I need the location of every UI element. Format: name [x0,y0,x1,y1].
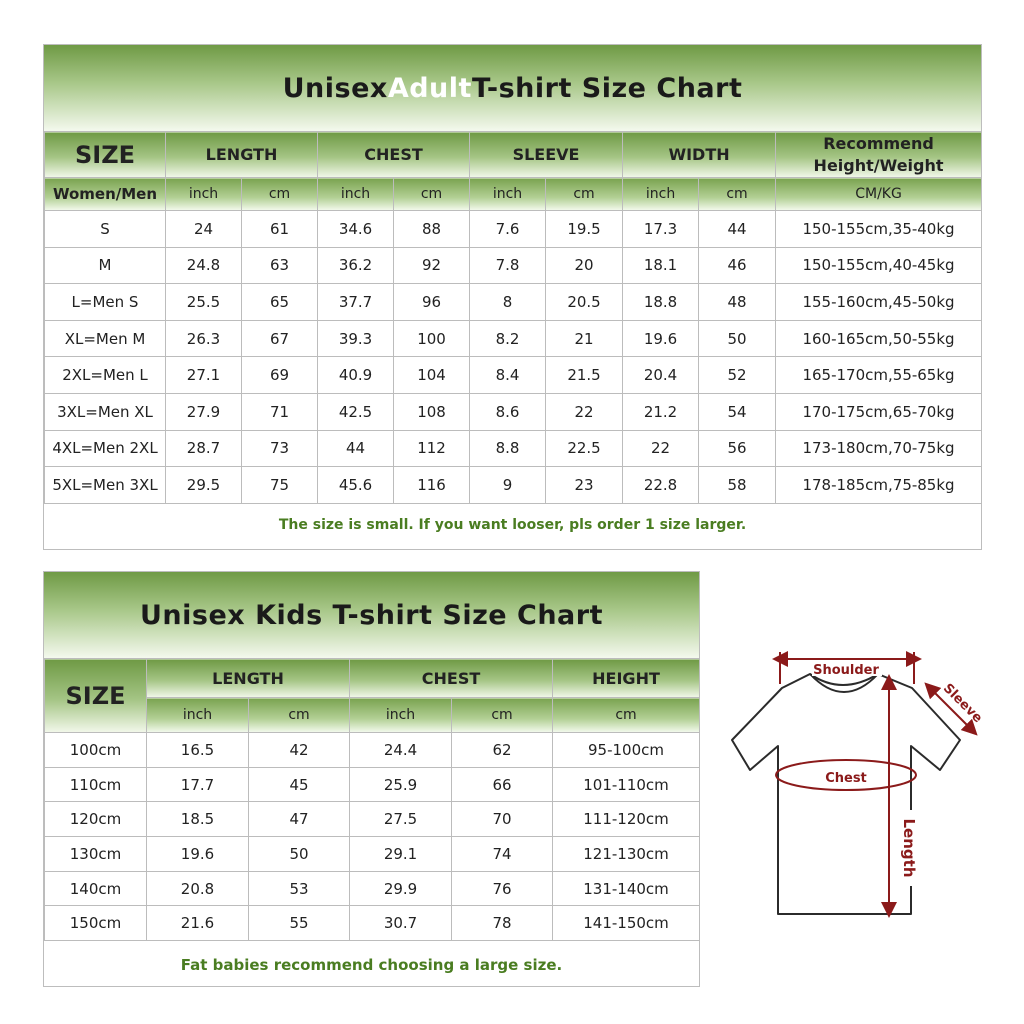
adult-value-cell: 160-165cm,50-55kg [776,320,982,357]
adult-table-row [45,357,982,394]
adult-value-cell: 48 [699,284,776,321]
adult-value-cell: 96 [394,284,470,321]
adult-length-header: LENGTH [166,132,318,178]
kids-value-cell: 29.1 [350,837,452,872]
kids-value-cell: 24.4 [350,733,452,768]
kids-value-cell: 62 [452,733,553,768]
adult-value-cell: 100 [394,320,470,357]
kids-value-cell: 45 [249,767,350,802]
adult-chart-title: Unisex Adult T-shirt Size Chart [44,45,981,131]
adult-value-cell: 21.5 [546,357,623,394]
tshirt-outline [732,674,960,914]
adult-value-cell: 19.6 [623,320,699,357]
adult-value-cell: 23 [546,467,623,504]
adult-value-cell: 28.7 [166,430,242,467]
adult-size-cell: M [45,247,166,284]
adult-value-cell: 150-155cm,40-45kg [776,247,982,284]
kids-value-cell: 16.5 [147,733,249,768]
kids-value-cell: 55 [249,906,350,941]
adult-table-row [45,247,982,284]
kids-value-cell: 17.7 [147,767,249,802]
shoulder-label: Shoulder [813,663,879,678]
adult-size-note: The size is small. If you want looser, pls order 1 size larger. [278,517,747,533]
adult-table-body [45,211,982,504]
adult-value-cell: 8 [470,284,546,321]
kids-value-cell: 27.5 [350,802,452,837]
kids-value-cell: 66 [452,767,553,802]
adult-size-table [44,131,982,504]
chest-label: Chest [825,771,867,786]
kids-size-cell: 100cm [45,733,147,768]
kids-value-cell: 18.5 [147,802,249,837]
adult-value-cell: 56 [699,430,776,467]
adult-value-cell: 25.5 [166,284,242,321]
kids-table-row [45,837,700,872]
kids-value-cell: 53 [249,871,350,906]
adult-subheader: inch [166,178,242,211]
adult-value-cell: 22.5 [546,430,623,467]
kids-value-cell: 19.6 [147,837,249,872]
adult-value-cell: 21.2 [623,393,699,430]
kids-size-cell: 150cm [45,906,147,941]
adult-value-cell: 88 [394,211,470,248]
adult-value-cell: 54 [699,393,776,430]
adult-value-cell: 7.8 [470,247,546,284]
kids-subheader: inch [350,698,452,733]
kids-size-cell: 140cm [45,871,147,906]
kids-chest-header: CHEST [350,659,553,698]
adult-value-cell: 8.8 [470,430,546,467]
adult-value-cell: 7.6 [470,211,546,248]
adult-value-cell: 116 [394,467,470,504]
adult-subheader: cm [242,178,318,211]
tshirt-measurement-diagram [724,648,986,923]
adult-value-cell: 69 [242,357,318,394]
kids-value-cell: 121-130cm [553,837,700,872]
adult-value-cell: 9 [470,467,546,504]
adult-value-cell: 34.6 [318,211,394,248]
kids-size-table [44,658,700,941]
adult-value-cell: 104 [394,357,470,394]
kids-value-cell: 141-150cm [553,906,700,941]
adult-table-row [45,430,982,467]
kids-length-header: LENGTH [147,659,350,698]
adult-value-cell: 71 [242,393,318,430]
kids-value-cell: 30.7 [350,906,452,941]
adult-value-cell: 67 [242,320,318,357]
adult-subheader: inch [623,178,699,211]
adult-value-cell: 108 [394,393,470,430]
kids-value-cell: 111-120cm [553,802,700,837]
kids-height-header: HEIGHT [553,659,700,698]
adult-value-cell: 173-180cm,70-75kg [776,430,982,467]
adult-subheader-row [45,178,982,211]
kids-value-cell: 78 [452,906,553,941]
adult-value-cell: 24 [166,211,242,248]
kids-table-row [45,767,700,802]
adult-value-cell: 61 [242,211,318,248]
kids-value-cell: 74 [452,837,553,872]
adult-value-cell: 29.5 [166,467,242,504]
adult-subheader: cm [394,178,470,211]
adult-value-cell: 37.7 [318,284,394,321]
kids-value-cell: 95-100cm [553,733,700,768]
adult-value-cell: 19.5 [546,211,623,248]
adult-size-cell: 3XL=Men XL [45,393,166,430]
adult-size-cell: 5XL=Men 3XL [45,467,166,504]
kids-table-row [45,802,700,837]
adult-value-cell: 18.8 [623,284,699,321]
adult-value-cell: 63 [242,247,318,284]
adult-value-cell: 92 [394,247,470,284]
adult-value-cell: 27.9 [166,393,242,430]
adult-size-cell: L=Men S [45,284,166,321]
kids-value-cell: 50 [249,837,350,872]
kids-subheader: cm [553,698,700,733]
adult-table-row [45,320,982,357]
adult-size-cell: S [45,211,166,248]
adult-subheader: Women/Men [45,178,166,211]
adult-value-cell: 20.4 [623,357,699,394]
kids-value-cell: 21.6 [147,906,249,941]
adult-value-cell: 165-170cm,55-65kg [776,357,982,394]
kids-table-row [45,906,700,941]
kids-value-cell: 70 [452,802,553,837]
kids-value-cell: 76 [452,871,553,906]
adult-value-cell: 50 [699,320,776,357]
adult-table-row [45,284,982,321]
adult-subheader: cm [546,178,623,211]
adult-value-cell: 65 [242,284,318,321]
kids-subheader: inch [147,698,249,733]
kids-size-cell: 110cm [45,767,147,802]
adult-value-cell: 21 [546,320,623,357]
adult-chest-header: CHEST [318,132,470,178]
adult-value-cell: 112 [394,430,470,467]
adult-table-row [45,467,982,504]
kids-table-row [45,871,700,906]
adult-size-chart [43,44,982,550]
adult-size-header: SIZE [45,132,166,178]
length-label: Length [900,818,918,878]
adult-subheader: inch [318,178,394,211]
kids-size-note: Fat babies recommend choosing a large size. [180,956,563,974]
adult-value-cell: 178-185cm,75-85kg [776,467,982,504]
adult-subheader: inch [470,178,546,211]
adult-value-cell: 20 [546,247,623,284]
adult-value-cell: 75 [242,467,318,504]
adult-value-cell: 39.3 [318,320,394,357]
adult-value-cell: 22 [623,430,699,467]
adult-value-cell: 27.1 [166,357,242,394]
adult-width-header: WIDTH [623,132,776,178]
adult-value-cell: 26.3 [166,320,242,357]
adult-value-cell: 36.2 [318,247,394,284]
adult-value-cell: 20.5 [546,284,623,321]
adult-value-cell: 52 [699,357,776,394]
kids-value-cell: 42 [249,733,350,768]
adult-subheader: cm [699,178,776,211]
adult-size-cell: XL=Men M [45,320,166,357]
adult-value-cell: 170-175cm,65-70kg [776,393,982,430]
adult-value-cell: 44 [699,211,776,248]
adult-value-cell: 17.3 [623,211,699,248]
adult-size-cell: 4XL=Men 2XL [45,430,166,467]
kids-size-header: SIZE [45,659,147,733]
adult-value-cell: 8.4 [470,357,546,394]
kids-value-cell: 47 [249,802,350,837]
kids-value-cell: 25.9 [350,767,452,802]
adult-size-cell: 2XL=Men L [45,357,166,394]
kids-value-cell: 131-140cm [553,871,700,906]
kids-size-chart [43,571,700,987]
adult-value-cell: 40.9 [318,357,394,394]
adult-value-cell: 42.5 [318,393,394,430]
kids-value-cell: 101-110cm [553,767,700,802]
adult-value-cell: 44 [318,430,394,467]
adult-sleeve-header: SLEEVE [470,132,623,178]
kids-size-cell: 120cm [45,802,147,837]
kids-subheader: cm [452,698,553,733]
kids-value-cell: 20.8 [147,871,249,906]
kids-table-row [45,733,700,768]
sleeve-label: Sleeve [939,680,986,727]
adult-value-cell: 22.8 [623,467,699,504]
adult-table-row [45,211,982,248]
adult-value-cell: 18.1 [623,247,699,284]
adult-value-cell: 8.2 [470,320,546,357]
kids-value-cell: 29.9 [350,871,452,906]
adult-value-cell: 8.6 [470,393,546,430]
kids-chart-title: Unisex Kids T-shirt Size Chart [44,572,699,658]
adult-value-cell: 73 [242,430,318,467]
adult-value-cell: 24.8 [166,247,242,284]
adult-subheader: CM/KG [776,178,982,211]
adult-value-cell: 58 [699,467,776,504]
adult-value-cell: 150-155cm,35-40kg [776,211,982,248]
adult-recommend-header: Recommend Height/Weight [776,132,982,178]
kids-subheader: cm [249,698,350,733]
adult-table-row [45,393,982,430]
adult-value-cell: 46 [699,247,776,284]
kids-table-body [45,733,700,941]
adult-value-cell: 45.6 [318,467,394,504]
adult-value-cell: 22 [546,393,623,430]
adult-value-cell: 155-160cm,45-50kg [776,284,982,321]
kids-size-cell: 130cm [45,837,147,872]
